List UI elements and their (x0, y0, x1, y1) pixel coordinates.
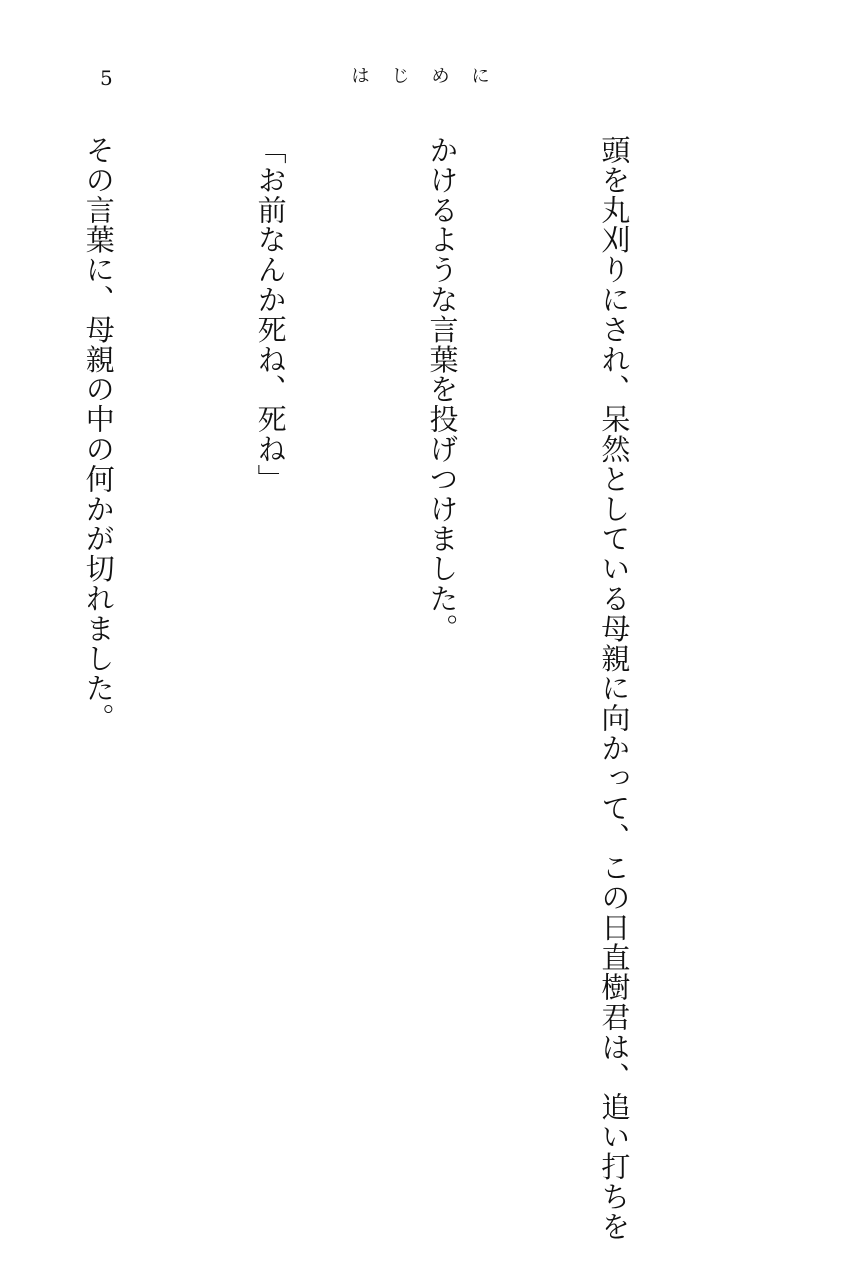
text-line: その言葉に、母親の中の何かが切れました。 (81, 135, 116, 733)
vertical-body-text (0, 135, 757, 1242)
page-number: 5 (100, 66, 113, 90)
text-line: かけるような言葉を投げつけました。 (425, 135, 460, 644)
text-line: 「お前なんか死ね、死ね」 (253, 135, 288, 494)
text-line: 頭を丸刈りにされ、呆然としている母親に向かって、この日直樹君は、追い打ちを (597, 135, 632, 1242)
running-title: はじめに (351, 66, 512, 87)
